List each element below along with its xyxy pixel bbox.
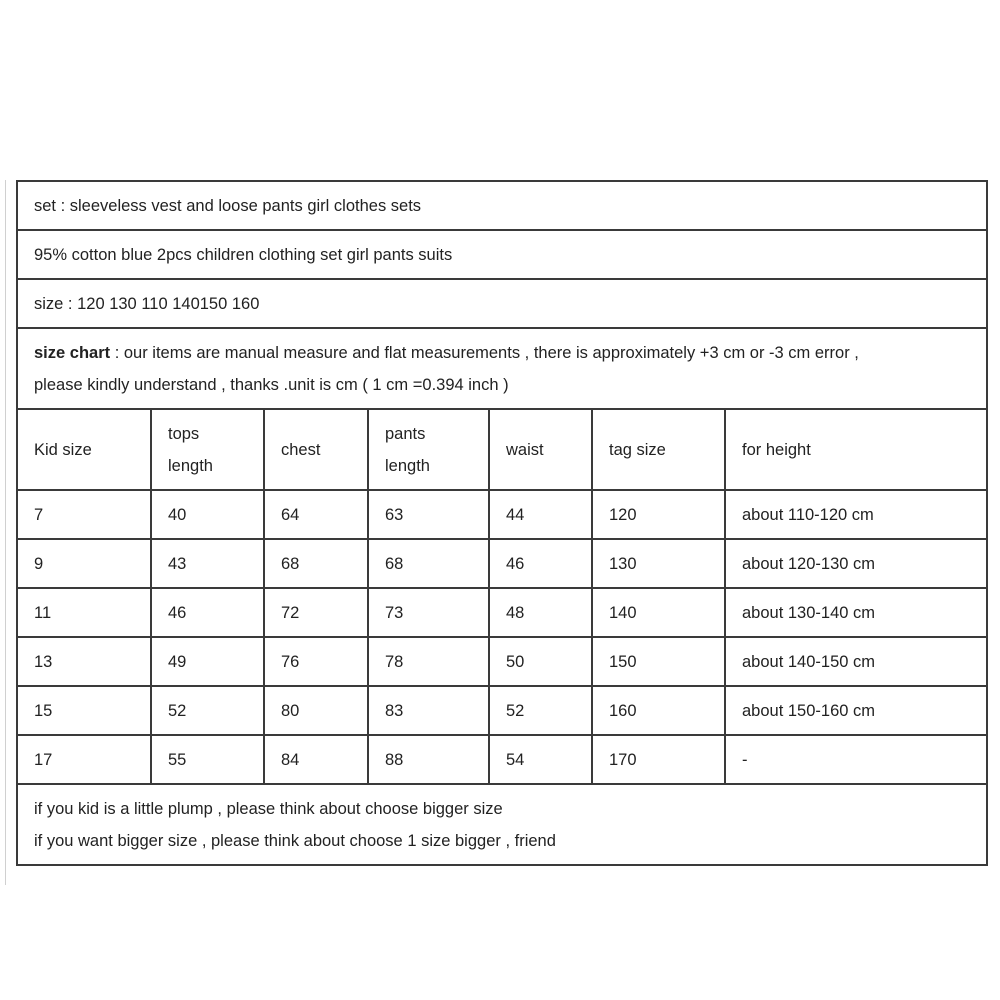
cell-chest: 84: [264, 735, 368, 784]
header-pants-length-line: pants: [385, 424, 426, 443]
cell-kid-size: 11: [17, 588, 151, 637]
header-tops-length-line: length: [168, 456, 213, 475]
cell-waist: 44: [489, 490, 592, 539]
cell-for-height: about 110-120 cm: [725, 490, 987, 539]
cell-for-height: about 140-150 cm: [725, 637, 987, 686]
header-for-height: [725, 409, 987, 490]
cell-pants-length: 78: [368, 637, 489, 686]
size-chart-label: size chart: [34, 343, 111, 362]
cell-pants-length: 63: [368, 490, 489, 539]
cell-for-height: about 120-130 cm: [725, 539, 987, 588]
cell-tops-length: 43: [151, 539, 264, 588]
cell-pants-length: 68: [368, 539, 489, 588]
size-chart-sheet: [16, 180, 986, 866]
cell-for-height: about 130-140 cm: [725, 588, 987, 637]
size-chart-note-row: [17, 328, 987, 409]
material-description-row: [17, 230, 987, 279]
header-waist: [489, 409, 592, 490]
cell-chest: 68: [264, 539, 368, 588]
footer-note-line2: if you want bigger size , please think about choose 1 size bigger , friend: [34, 831, 556, 850]
cell-tag-size: 140: [592, 588, 725, 637]
cell-chest: 64: [264, 490, 368, 539]
cell-tag-size: 120: [592, 490, 725, 539]
header-tops-length-line: tops: [168, 424, 200, 443]
header-chest: [264, 409, 368, 490]
cell-waist: 48: [489, 588, 592, 637]
cell-waist: 46: [489, 539, 592, 588]
available-sizes-row: [17, 279, 987, 328]
footer-note-line1: if you kid is a little plump , please think about choose bigger size: [34, 799, 503, 818]
cell-kid-size: 9: [17, 539, 151, 588]
size-chart-note-line2: please kindly understand , thanks .unit is cm ( 1 cm =0.394 inch ): [34, 375, 509, 394]
available-sizes-text: size : 120 130 110 140150 160: [17, 279, 987, 328]
cell-pants-length: 88: [368, 735, 489, 784]
cell-pants-length: 83: [368, 686, 489, 735]
left-divider-line: [5, 180, 6, 885]
cell-waist: 50: [489, 637, 592, 686]
footer-note: [17, 784, 987, 865]
header-tops-length: [151, 409, 264, 490]
cell-tops-length: 40: [151, 490, 264, 539]
header-kid-size-line: Kid size: [34, 440, 92, 459]
header-tag-size: [592, 409, 725, 490]
cell-kid-size: 7: [17, 490, 151, 539]
set-description-row: [17, 181, 987, 230]
header-waist-line: waist: [506, 440, 544, 459]
cell-tops-length: 55: [151, 735, 264, 784]
table-row: [17, 539, 987, 588]
header-for-height-line: for height: [742, 440, 811, 459]
size-chart-table: [16, 180, 988, 866]
header-tag-size-line: tag size: [609, 440, 666, 459]
cell-for-height: about 150-160 cm: [725, 686, 987, 735]
header-pants-length-line: length: [385, 456, 430, 475]
cell-chest: 72: [264, 588, 368, 637]
cell-waist: 54: [489, 735, 592, 784]
cell-kid-size: 15: [17, 686, 151, 735]
size-chart-note-text: : our items are manual measure and flat measurements , there is approximately +3 cm or -3 cm error ,: [110, 343, 859, 362]
cell-chest: 80: [264, 686, 368, 735]
cell-for-height: -: [725, 735, 987, 784]
cell-tops-length: 52: [151, 686, 264, 735]
material-description-text: 95% cotton blue 2pcs children clothing set girl pants suits: [17, 230, 987, 279]
table-row: [17, 588, 987, 637]
set-description-text: set : sleeveless vest and loose pants girl clothes sets: [17, 181, 987, 230]
table-row: [17, 490, 987, 539]
header-pants-length: [368, 409, 489, 490]
cell-tops-length: 49: [151, 637, 264, 686]
cell-tag-size: 160: [592, 686, 725, 735]
cell-tag-size: 130: [592, 539, 725, 588]
cell-tag-size: 170: [592, 735, 725, 784]
table-row: [17, 735, 987, 784]
cell-waist: 52: [489, 686, 592, 735]
footer-note-row: [17, 784, 987, 865]
cell-tag-size: 150: [592, 637, 725, 686]
table-header-row: [17, 409, 987, 490]
table-row: [17, 686, 987, 735]
table-row: [17, 637, 987, 686]
size-chart-note: [17, 328, 987, 409]
size-chart-note-line1: [34, 337, 986, 369]
cell-kid-size: 17: [17, 735, 151, 784]
cell-tops-length: 46: [151, 588, 264, 637]
header-chest-line: chest: [281, 440, 321, 459]
header-kid-size: [17, 409, 151, 490]
cell-chest: 76: [264, 637, 368, 686]
cell-pants-length: 73: [368, 588, 489, 637]
cell-kid-size: 13: [17, 637, 151, 686]
